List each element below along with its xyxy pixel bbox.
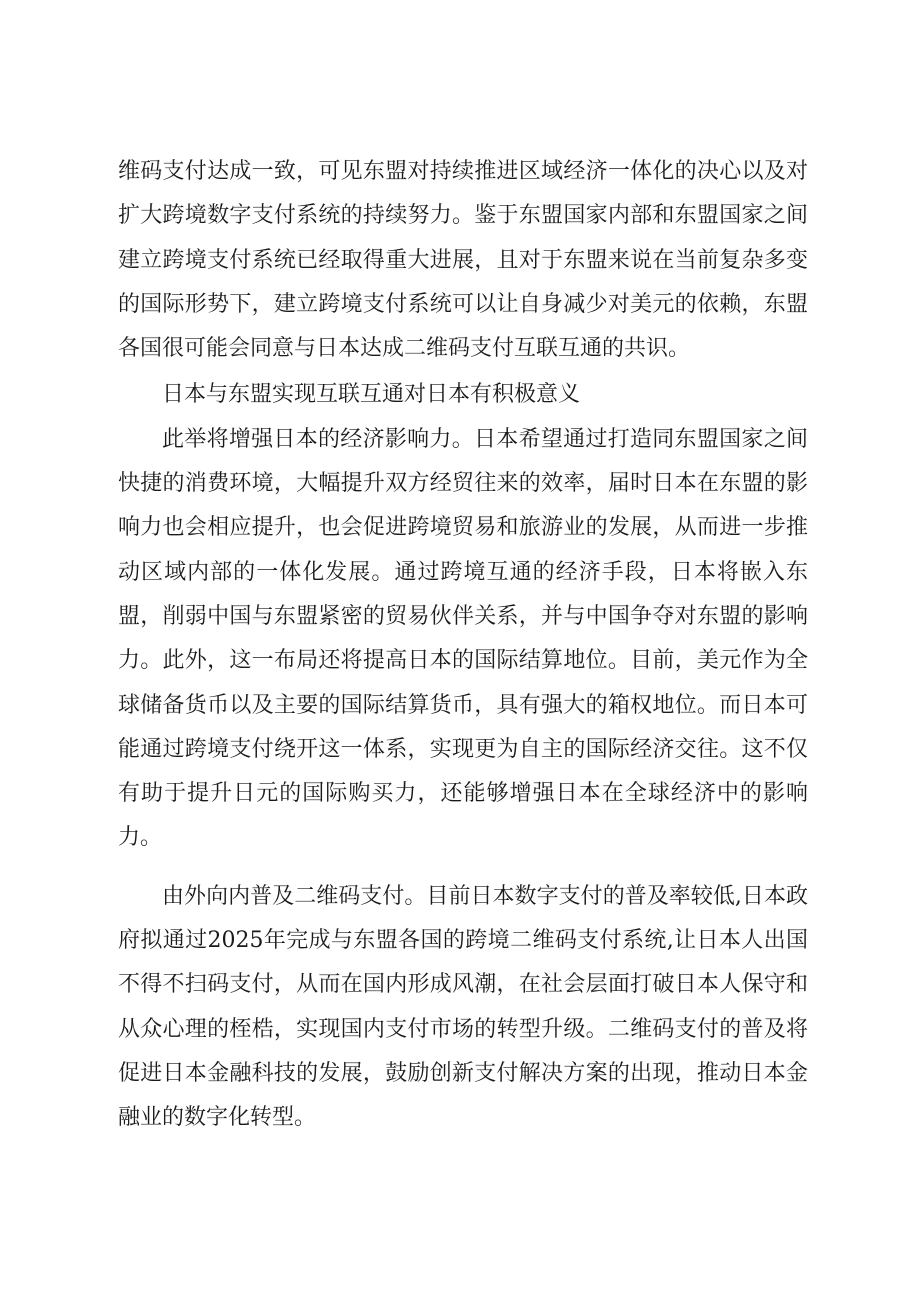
body-text <box>118 150 808 1141</box>
paragraph-3: 由外向内普及二维码支付。目前日本数字支付的普及率较低,日本政府拟通过2025年完成与东盟各国的跨境二维码支付系统,让日本人出国不得不扫码支付，从而在国内形成风潮，在社会层面打破日本人保守和从众心理的桎梏，实现国内支付市场的转型升级。二维码支付的普及将促进日本金融科技的发展，鼓励创新支付解决方案的出现，推动日本金融业的数字化转型。 <box>118 883 808 1131</box>
section-heading: 日本与东盟实现互联互通对日本有积极意义 <box>162 382 581 408</box>
paragraph-2: 此举将增强日本的经济影响力。日本希望通过打造同东盟国家之间快捷的消费环境，大幅提升双方经贸往来的效率，届时日本在东盟的影响力也会相应提升，也会促进跨境贸易和旅游业的发展，从而进一步推动区域内部的一体化发展。通过跨境互通的经济手段，日本将嵌入东盟，削弱中国与东盟紧密的贸易伙伴关系，并与中国争夺对东盟的影响力。此外，这一布局还将提高日本的国际结算地位。目前，美元作为全球储备货币以及主要的国际结算货币，具有强大的箱权地位。而日本可能通过跨境支付绕开这一体系，实现更为自主的国际经济交往。这不仅有助于提升日元的国际购买力，还能够增强日本在全球经济中的影响力。 <box>118 426 808 851</box>
paragraph-1: 维码支付达成一致，可见东盟对持续推进区域经济一体化的决心以及对扩大跨境数字支付系统的持续努力。鉴于东盟国家内部和东盟国家之间建立跨境支付系统已经取得重大进展，且对于东盟来说在当前复杂多变的国际形势下，建立跨境支付系统可以让自身减少对美元的依赖，东盟各国很可能会同意与日本达成二维码支付互联互通的共识。 <box>118 159 808 362</box>
